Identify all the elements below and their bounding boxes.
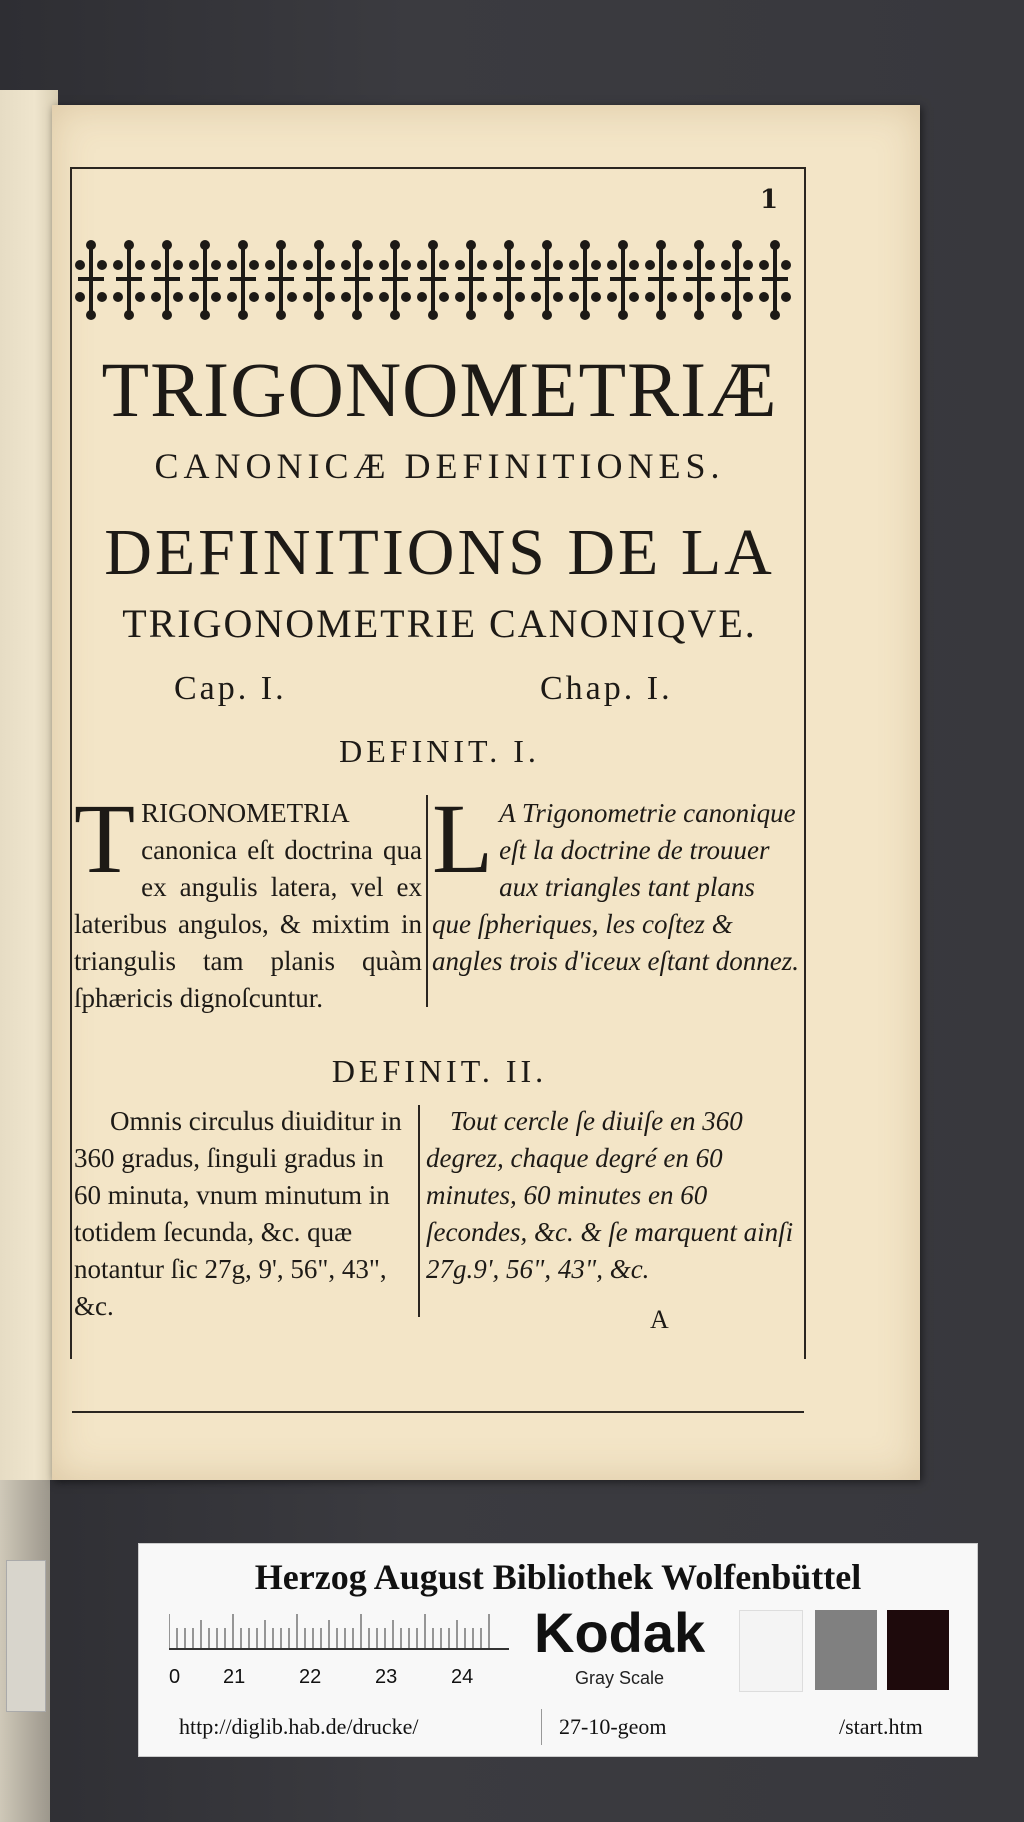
signature-mark: A [650, 1305, 669, 1334]
url-separator [541, 1709, 542, 1745]
library-name: Herzog August Bibliothek Wolfenbüttel [254, 1557, 862, 1597]
color-target-card [138, 1543, 978, 1757]
dropcap-latin: T [74, 783, 136, 894]
kodak-logo: Kodak [534, 1601, 706, 1664]
ruler-ticks [169, 1614, 509, 1648]
definition1-french-text: A Trigonometrie canonique eſt la doctrine de trouuer aux triangles tant plans que ſpheriques, les coſtez & angles trois d'iceux eſtant donnez. [432, 798, 799, 976]
fleuron-ornament-svg [72, 235, 807, 325]
title-french-line2: TRIGONOMETRIE CANONIQVE. [122, 601, 757, 646]
fleuron-ornament-band [72, 235, 807, 325]
chapter-french: Chap. I. [540, 670, 673, 707]
title-french-line1: DEFINITIONS DE LA [104, 516, 775, 589]
chapter-latin: Cap. I. [174, 670, 287, 707]
definition1-french-column [432, 783, 800, 980]
page-number: 1 [760, 185, 779, 215]
definition1-latin-text: RIGONOMETRIA canonica eſt doctrina qua ex angulis latera, vel ex lateribus angulos, & mixtim in triangulis tam planis quàm ſphæricis dignoſcuntur. [74, 798, 422, 1013]
scale-ruler [169, 1614, 509, 1650]
definition2-heading: DEFINIT. II. [331, 1053, 548, 1089]
book-page [52, 105, 920, 1480]
white-swatch [739, 1610, 803, 1692]
source-url: http://diglib.hab.de/drucke/ [179, 1714, 419, 1739]
ruler-number: 0 [169, 1666, 181, 1688]
subtitle-latin: CANONICÆ DEFINITIONES. [154, 446, 725, 486]
ruler-number: 24 [451, 1666, 474, 1688]
title-latin: TRIGONOMETRIÆ [101, 346, 778, 433]
black-swatch [887, 1610, 949, 1690]
bottom-rule [72, 1411, 804, 1413]
gray-swatch [815, 1610, 877, 1690]
dropcap-french: L [432, 783, 494, 894]
definition2-latin-text: Omnis circulus diuiditur in 360 gradus, ſinguli gradus in 60 minuta, vnum minutum in totidem ſecunda, &c. quæ notantur ſic 27g, 9', 56", 43", &c. [74, 1106, 402, 1321]
shelf-code: 27-10-geom [559, 1714, 667, 1739]
shelf-label [6, 1560, 46, 1712]
ruler-number: 21 [223, 1666, 246, 1688]
gray-scale-label: Gray Scale [575, 1668, 665, 1688]
column-divider-2 [418, 1105, 420, 1317]
ruler-number: 23 [375, 1666, 398, 1688]
definition1-heading: DEFINIT. I. [339, 733, 540, 769]
start-path: /start.htm [839, 1714, 923, 1739]
ruler-number: 22 [299, 1666, 322, 1688]
previous-page-edge [0, 90, 58, 1480]
definition2-french-text: Tout cercle ſe diuiſe en 360 degrez, chaque degré en 60 minutes, 60 minutes en 60 ſecondes, &c. & ſe marquent ainſi 27g.9', 56", 43", &c. [426, 1106, 794, 1284]
column-divider [426, 795, 428, 1007]
definition1-latin-column [74, 783, 422, 1017]
